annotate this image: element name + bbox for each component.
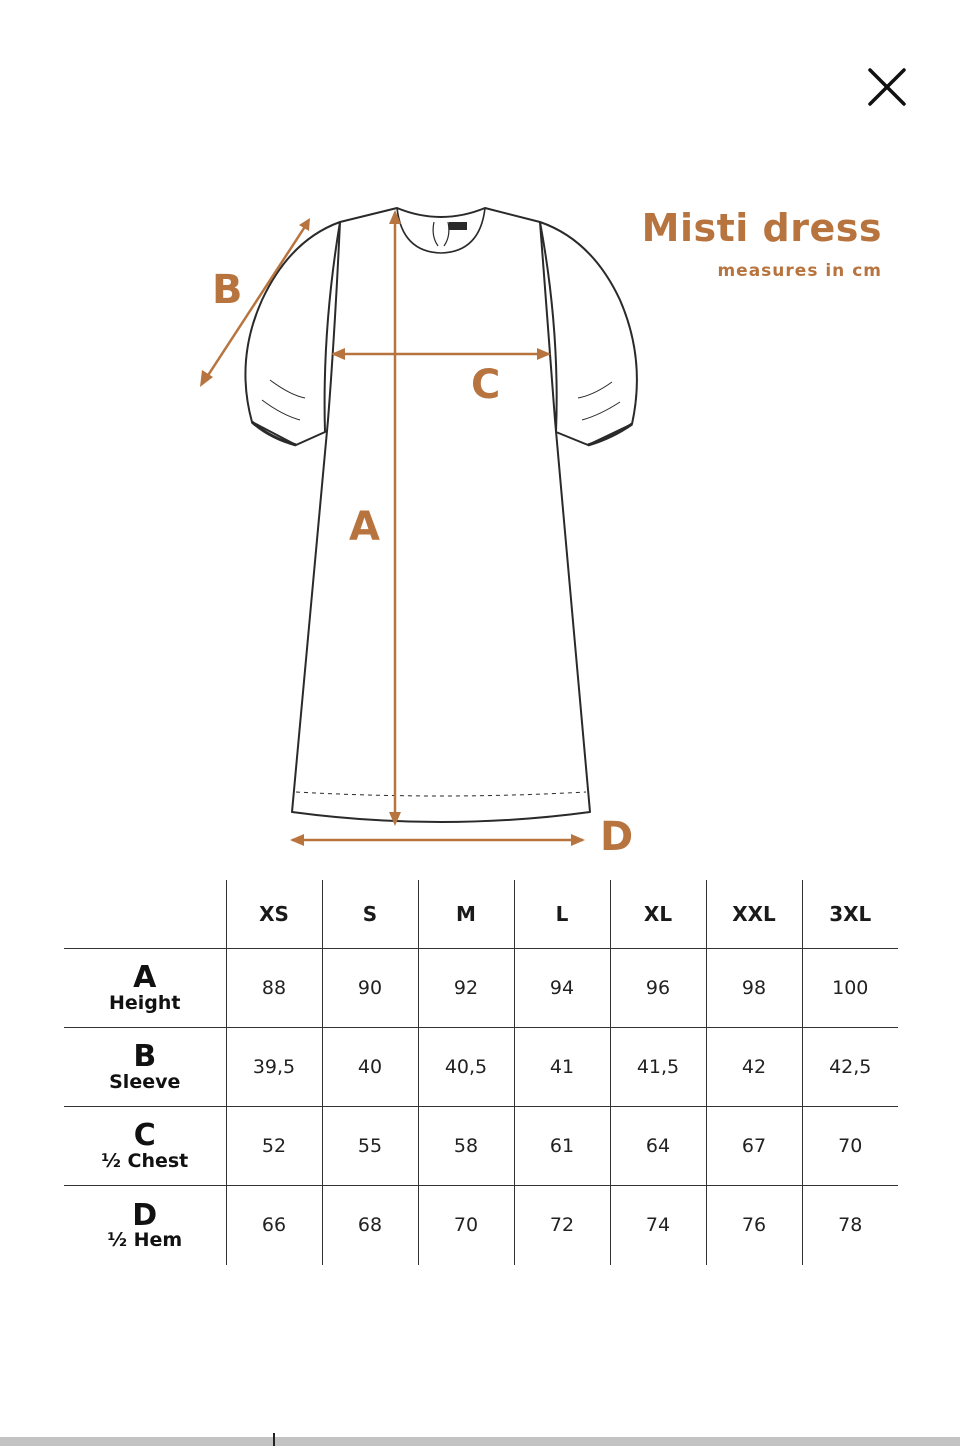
page-title: Misti dress <box>641 206 882 250</box>
row-letter: D <box>132 1197 158 1233</box>
row-header <box>64 1028 226 1107</box>
table-cell: 64 <box>610 1107 706 1186</box>
table-cell: 40 <box>322 1028 418 1107</box>
size-header: L <box>514 880 610 949</box>
table-row <box>64 1107 898 1186</box>
table-cell: 61 <box>514 1107 610 1186</box>
measure-label-c: C <box>471 362 501 408</box>
table-cell: 90 <box>322 949 418 1028</box>
table-row <box>64 1186 898 1265</box>
row-letter: A <box>133 960 157 996</box>
size-header: S <box>322 880 418 949</box>
table-cell: 39,5 <box>226 1028 322 1107</box>
table-cell: 52 <box>226 1107 322 1186</box>
table-cell: 76 <box>706 1186 802 1265</box>
table-cell: 42,5 <box>802 1028 898 1107</box>
table-cell: 100 <box>802 949 898 1028</box>
table-cell: 41 <box>514 1028 610 1107</box>
dress-outline <box>245 208 636 822</box>
size-header: M <box>418 880 514 949</box>
row-name: Height <box>108 991 181 1014</box>
table-row <box>64 949 898 1028</box>
measure-label-b: B <box>212 267 243 313</box>
size-header: XXL <box>706 880 802 949</box>
size-header: XS <box>226 880 322 949</box>
table-cell: 74 <box>610 1186 706 1265</box>
table-cell: 55 <box>322 1107 418 1186</box>
row-header <box>64 1107 226 1186</box>
table-cell: 98 <box>706 949 802 1028</box>
row-letter: C <box>133 1118 156 1154</box>
table-cell: 70 <box>418 1186 514 1265</box>
scrollbar-marker <box>273 1433 275 1446</box>
table-cell: 58 <box>418 1107 514 1186</box>
bottom-scrollbar[interactable] <box>0 1437 960 1446</box>
table-cell: 68 <box>322 1186 418 1265</box>
table-cell: 94 <box>514 949 610 1028</box>
measure-label-d: D <box>600 814 634 860</box>
table-header-row <box>64 880 898 949</box>
table-row <box>64 1028 898 1107</box>
size-header: XL <box>610 880 706 949</box>
row-name: ½ Chest <box>101 1149 189 1172</box>
row-header <box>64 1186 226 1265</box>
size-header: 3XL <box>802 880 898 949</box>
table-cell: 41,5 <box>610 1028 706 1107</box>
table-cell: 42 <box>706 1028 802 1107</box>
table-cell: 88 <box>226 949 322 1028</box>
row-header <box>64 949 226 1028</box>
table-cell: 67 <box>706 1107 802 1186</box>
measurement-arrows <box>200 210 585 846</box>
table-cell: 92 <box>418 949 514 1028</box>
row-name: ½ Hem <box>107 1229 183 1252</box>
table-cell: 66 <box>226 1186 322 1265</box>
size-table <box>64 880 898 1265</box>
table-cell: 70 <box>802 1107 898 1186</box>
table-corner-cell <box>64 880 226 949</box>
row-letter: B <box>133 1039 157 1075</box>
page-subtitle: measures in cm <box>717 261 882 281</box>
measure-label-a: A <box>349 504 380 550</box>
table-cell: 78 <box>802 1186 898 1265</box>
table-cell: 96 <box>610 949 706 1028</box>
row-name: Sleeve <box>109 1070 181 1093</box>
table-cell: 40,5 <box>418 1028 514 1107</box>
table-cell: 72 <box>514 1186 610 1265</box>
